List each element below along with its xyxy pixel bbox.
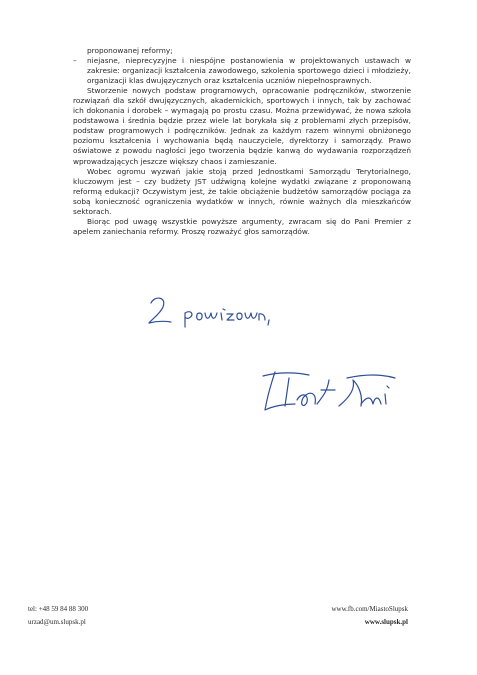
footer-phone: tel: +48 59 84 88 300 xyxy=(28,605,89,613)
footer-contact xyxy=(28,603,88,629)
letter-body xyxy=(73,46,411,237)
bullet-item xyxy=(73,56,411,86)
footer-email[interactable]: urzad@um.slupsk.pl xyxy=(28,618,86,626)
reform-line: proponowanej reformy; xyxy=(87,46,173,55)
footer-website[interactable]: www.slupsk.pl xyxy=(364,618,408,626)
handwritten-greeting-mark xyxy=(145,293,275,333)
bullet-dash: – xyxy=(73,56,77,66)
paragraph-appeal: Biorąc pod uwagę wszystkie powyższe argumenty, zwracam się do Pani Premier z apelem zaniechania reformy. Proszę rozważyć głos samorządów. xyxy=(73,216,411,236)
paragraph-budget: Wobec ogromu wyzwań jakie stoją przed Jednostkami Samorządu Terytorialnego, kluczowym jest – czy budżety JST udźwigną kolejne wydatki związane z proponowaną reformą edukacji? Oczywistym jest, że takie obciążenie budżetów samorządów pociąga za sobą konieczność ograniczenia wydatków w innych, równie ważnych dla mieszkańców sektorach. xyxy=(73,166,411,216)
paragraph-curriculum: Stworzenie nowych podstaw programowych, opracowanie podręczników, stworzenie rozwiązań dla szkół dwujęzycznych, akademickich, sportowych i innych, tak by zachować ich dokonania i dorobek – wymagają po prostu czasu. Można przewidywać, że nowa szkoła podstawowa i średnia będzie przez wiele lat borykała się z problemami złych przepisów, podstaw programowych i podręczników. Jednak za każdym razem winnymi obniżonego poziomu kształcenia i wychowania będą nauczyciele, dyrektorzy i samorządy. Prawo oświatowe z powodu nagłości jego tworzenia będzie kanwą do wydawania rozporządzeń wprowadzających jeszcze większy chaos i zamieszanie. xyxy=(73,86,411,166)
footer-facebook[interactable]: www.fb.com/MiastoSlupsk xyxy=(331,605,408,613)
bullet-text: niejasne, nieprecyzyjne i niespójne postanowienia w projektowanych ustawach w zakresie: organizacji kształcenia zawodowego, szkolenia sportowego dzieci i młodzieży, organizacji klas dwujęzycznych oraz kształcenia uczniów niepełnosprawnych. xyxy=(87,56,411,86)
handwritten-signature-mark xyxy=(255,366,403,416)
footer-web xyxy=(331,603,408,629)
